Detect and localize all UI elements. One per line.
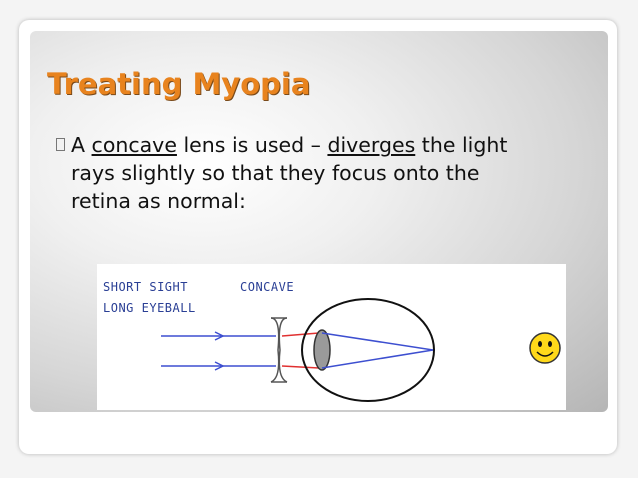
term-diverges: diverges [327, 133, 416, 157]
term-concave: concave [91, 133, 177, 157]
bullet-line-1 [56, 131, 601, 159]
bullet-marker-icon [56, 138, 65, 151]
smiley-face-icon [530, 333, 560, 363]
bullet-text: lens is used – [176, 133, 328, 157]
focused-light-rays [322, 333, 433, 368]
slide [30, 31, 608, 412]
label-long-eyeball: LONG EYEBALL [103, 301, 196, 315]
bullet-text: rays slightly so that they focus onto the [71, 161, 480, 185]
incoming-light-rays [161, 332, 276, 370]
bullet-text: A [71, 133, 92, 157]
bullet-line-2 [56, 159, 601, 187]
label-short-sight: SHORT SIGHT [103, 280, 188, 294]
concave-lens-icon [271, 318, 287, 382]
bullet-text: the light [415, 133, 508, 157]
myopia-diagram [97, 264, 566, 410]
label-concave: CONCAVE [240, 280, 295, 294]
bullet-text: retina as normal: [71, 189, 246, 213]
diagram-svg [97, 264, 566, 410]
eye-lens-icon [314, 330, 330, 370]
bullet-line-3 [56, 187, 601, 215]
bullet-point [56, 131, 601, 215]
slide-title: Treating Myopia [47, 67, 311, 101]
